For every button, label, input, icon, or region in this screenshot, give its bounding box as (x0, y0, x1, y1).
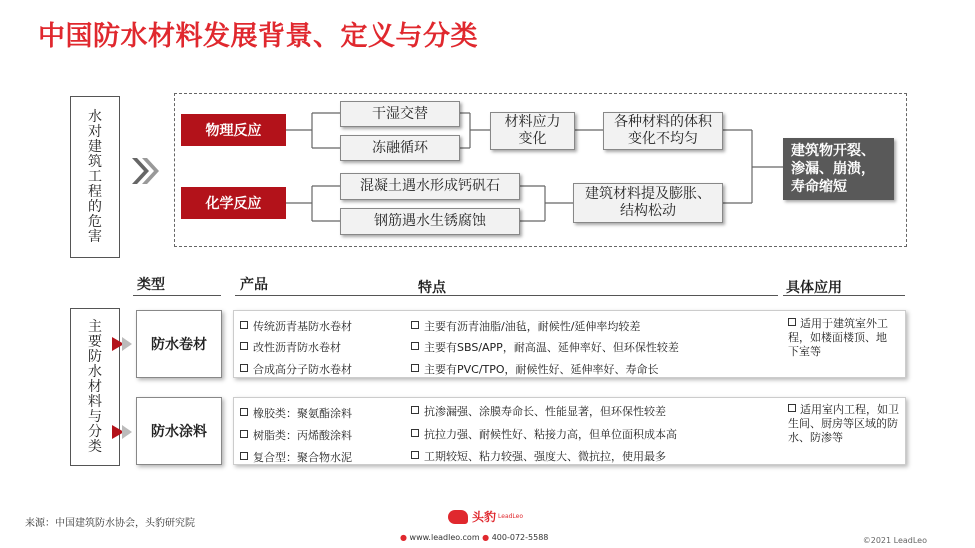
page-title: 中国防水材料发展背景、定义与分类 (38, 21, 478, 52)
feature-item: 抗拉力强、耐候性好、粘接力高，但单位面积成本高 (411, 428, 677, 442)
feature-item: 主要有沥青油脂/油毡，耐候性/延伸率均较差 (411, 320, 640, 334)
stress-change-box: 材料应力 变化 (490, 112, 575, 150)
copyright: ©2021 LeadLeo (862, 536, 927, 545)
section-label-materials (70, 308, 120, 466)
header-product: 产品 (240, 277, 268, 293)
header-type: 类型 (137, 277, 165, 293)
product-item: 复合型：聚合物水泥 (240, 451, 352, 465)
category-waterproof-coating: 防水涂料 (136, 397, 222, 465)
website-link[interactable]: www.leadleo.com (409, 533, 480, 542)
section-label-text: 主要防水材料与分类 (88, 318, 102, 455)
phone-number: 400-072-5588 (491, 533, 549, 542)
globe-icon: ● (400, 533, 407, 542)
header-application: 具体应用 (786, 280, 842, 296)
leopard-icon (448, 510, 468, 524)
concrete-ettringite-box: 混凝土遇水形成钙矾石 (340, 173, 520, 200)
header-underline (133, 295, 221, 296)
category-waterproof-membrane: 防水卷材 (136, 310, 222, 378)
material-expansion-box: 建筑材料提及膨胀、 结构松动 (573, 183, 723, 223)
result-box: 建筑物开裂、 渗漏、崩溃， 寿命缩短 (783, 138, 894, 200)
product-item: 合成高分子防水卷材 (240, 363, 352, 377)
header-underline (783, 295, 905, 296)
feature-item: 主要有SBS/APP，耐高温、延伸率好、但环保性较差 (411, 341, 679, 355)
chemical-reaction-box: 化学反应 (181, 187, 286, 219)
section-label-text: 水对建筑工程的危害 (88, 108, 102, 245)
rebar-corrosion-box: 钢筋遇水生锈腐蚀 (340, 208, 520, 235)
physical-reaction-box: 物理反应 (181, 114, 286, 146)
feature-item: 工期较短、粘力较强、强度大、微抗拉，使用最多 (411, 450, 666, 464)
brand-name: 头豹 (472, 510, 497, 524)
pointer-arrow-icon (110, 425, 132, 439)
header-feature: 特点 (418, 280, 446, 296)
brand-sub: LeadLeo (498, 513, 524, 520)
header-underline (235, 295, 778, 296)
application-text: 适用于建筑室外工程，如楼面楼顶、地下室等 (788, 317, 888, 358)
product-item: 橡胶类：聚氨酯涂料 (240, 407, 352, 421)
brand-logo (448, 508, 523, 525)
phone-icon: ● (482, 533, 490, 542)
product-item: 改性沥青防水卷材 (240, 341, 341, 355)
feature-item: 主要有PVC/TPO，耐候性好、延伸率好、寿命长 (411, 363, 659, 377)
product-item: 传统沥青基防水卷材 (240, 320, 352, 334)
product-item: 树脂类：丙烯酸涂料 (240, 429, 352, 443)
wet-dry-cycle-box: 干湿交替 (340, 101, 460, 127)
footer-contact (400, 533, 548, 542)
feature-item: 抗渗漏强、涂膜寿命长、性能显著，但环保性较差 (411, 405, 666, 419)
pointer-arrow-icon (110, 337, 132, 351)
freeze-thaw-box: 冻融循环 (340, 135, 460, 161)
source-note: 来源：中国建筑防水协会，头豹研究院 (25, 518, 195, 529)
application-text: 适用室内工程，如卫生间、厨房等区域的防水、防渗等 (788, 403, 899, 444)
volume-change-box: 各种材料的体积 变化不均匀 (603, 112, 723, 150)
